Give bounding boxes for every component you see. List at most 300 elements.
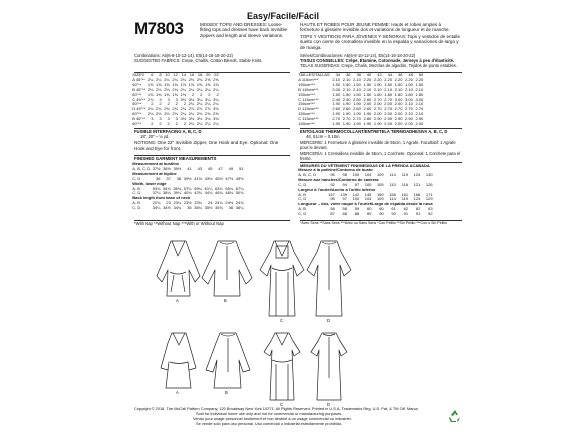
table-cell: D 115cm*** [298, 106, 319, 112]
measurements-title-fr-es: MESURES DU VÊTEMENT FINI/MEDIDAS DE LA PRENDA ACABADA [300, 163, 430, 168]
measure-value: 92 [428, 211, 433, 217]
table-cell: 2.10 [415, 111, 424, 117]
description-en: MISSES' TOPS AND DRESSES: Loose-fitting tops and dresses have back invisible zippers and length and sleeve variations. [200, 22, 288, 38]
table-cell: 1.50 [363, 91, 372, 97]
table-cell: 2.70 [415, 106, 424, 112]
table-cell: 1.60 [373, 91, 382, 97]
measure-value: 137 [328, 191, 335, 197]
nap-legend-en: *With Nap **Without Nap ***With or Without Nap [134, 221, 224, 226]
description-es: TOPS Y VESTIDOS PARA JÓVENES Y SEÑORAS: Tops y vestidos de entalle suelto con cierre de cremallera invisible en la espalda y variaciones de largo y de manga. [300, 34, 461, 50]
measure-value: 104 [364, 196, 372, 202]
measure-value: 39¼ [173, 190, 182, 196]
measure-value: 114 [389, 196, 396, 202]
table-cell: B 45"** [132, 116, 146, 122]
table-cell: 2.10 [363, 86, 372, 92]
table-cell: 2.70 [384, 96, 393, 102]
measure-value: 126 [425, 181, 433, 187]
table-cell: 2.10 [415, 86, 424, 92]
table-cell: 2⅜ [196, 76, 203, 82]
table-cell: 2.00 [373, 111, 382, 117]
measure-label: Measurement at hipline [132, 170, 177, 176]
table-cell: 1⅝ [188, 81, 195, 87]
measure-label: Longueur – dos, votre nuque à l'ourlet/Largo de espalda desde la nuca [298, 201, 433, 207]
measure-value: 124 [413, 196, 421, 202]
table-cell: 3⅛ [180, 116, 187, 122]
table-cell: 3 [167, 96, 170, 102]
measure-value: 39½ [183, 175, 192, 181]
table-cell: 2.70 [332, 116, 341, 122]
table-cell: 3⅛ [188, 116, 195, 122]
table-cell: 2⅜ [213, 111, 219, 117]
table-cell: 2¼ [213, 101, 219, 107]
measure-value: 62 [403, 206, 409, 212]
table-cell: 2.70 [353, 116, 361, 122]
table-cell: 2¼ [196, 121, 203, 127]
table-cell: 1⅝ [172, 81, 178, 87]
table-cell: 3⅛ [188, 96, 195, 102]
measure-value: 139 [340, 191, 347, 197]
table-cell: 2.10 [342, 76, 351, 82]
measure-value: 63 [428, 206, 433, 212]
table-cell: 2.70 [384, 106, 393, 112]
measure-label: Mesure à la poitrine/Contorno de busto [298, 167, 373, 172]
table-cell: 2.00 [394, 121, 403, 127]
measure-value: 57¼ [183, 185, 192, 191]
table-cell: 2.50 [353, 96, 361, 102]
table-cell: 3 [151, 116, 154, 122]
measure-value: 105 [376, 181, 384, 187]
table-cell: 2.00 [332, 86, 341, 92]
table-cell: A 115cm*** [298, 76, 319, 82]
series-text: Séries/Combinaciones: A5(6-8-10-12-14), E5(14-16-18-20-22) [300, 53, 416, 58]
table-cell: 2.10 [342, 86, 351, 92]
measure-value: 38¼ [163, 190, 171, 196]
table-cell: 2¼ [156, 76, 162, 82]
table-cell: 1⅝ [156, 81, 162, 87]
measure-value: 114 [389, 171, 396, 177]
table-cell: 1.90 [342, 111, 351, 117]
table-cell: 2.90 [405, 116, 413, 122]
table-cell: 1.90 [373, 121, 382, 127]
measure-value: 91 [403, 211, 409, 217]
table-cell: 2⅜ [213, 76, 219, 82]
table-cell: 3 [159, 116, 162, 122]
table-cell: 1⅝ [204, 81, 211, 87]
table-cell: 2¼ [196, 86, 203, 92]
table-cell: 150cm*** [298, 91, 315, 97]
view-b-back-bell [206, 333, 250, 388]
measure-value: 49 [228, 165, 234, 171]
table-cell: 1.90 [332, 111, 341, 117]
table-cell: 2.20 [405, 76, 413, 82]
measure-label: C, D [132, 205, 141, 211]
table-cell: 2.00 [384, 101, 393, 107]
measure-value: 119 [401, 196, 409, 202]
table-cell: 1.50 [353, 91, 361, 97]
table-cell: C 115cm*** [298, 116, 319, 122]
measure-value: 37¼ [152, 190, 161, 196]
view-d-back-shortsleeve [311, 333, 347, 400]
table-cell: 2¼ [204, 86, 211, 92]
table-cell: 2.20 [415, 76, 424, 82]
measurements-title-en: FINISHED GARMENT MEASUREMENTS [134, 156, 217, 161]
measure-value: 58 [342, 206, 347, 212]
table-cell: 2¼ [180, 76, 187, 82]
table-cell: 36 [346, 72, 351, 77]
table-cell: 2⅞ [196, 106, 203, 112]
measure-label: C, D [298, 196, 307, 202]
measure-value: 104 [364, 171, 372, 177]
measure-value: 47½ [225, 175, 234, 181]
measure-value: 65¼ [225, 185, 234, 191]
table-cell: 2.60 [353, 106, 361, 112]
table-cell: 2.60 [363, 96, 372, 102]
figure-label: B [224, 298, 227, 303]
measure-label: Back length from base of neck [132, 195, 191, 201]
measure-value: 89 [366, 211, 372, 217]
measure-label: A, B [298, 206, 306, 212]
table-cell: 8 [159, 72, 162, 77]
table-cell: 2¼ [188, 111, 195, 117]
table-cell: 2.90 [415, 116, 424, 122]
figure-label: A [176, 390, 179, 395]
measure-value: 100 [352, 171, 360, 177]
measure-value: 130 [425, 171, 433, 177]
table-cell: 1⅝ [164, 91, 170, 97]
table-cell: 3¼ [204, 96, 211, 102]
table-cell: 1⅝ [213, 81, 219, 87]
measure-label: A, B, C, D [132, 165, 151, 171]
measure-value: 100 [352, 196, 360, 202]
table-cell: 2.20 [384, 76, 393, 82]
measure-value: 53¾ [152, 185, 161, 191]
table-cell: 2¼ [147, 76, 154, 82]
measure-value: 109 [376, 171, 384, 177]
table-cell: 2 [191, 91, 195, 97]
view-b-back-top [202, 241, 252, 296]
table-cell: 2.10 [405, 86, 413, 92]
measure-value: 110 [389, 181, 396, 187]
table-cell: 2 [208, 91, 211, 97]
table-cell: 2.60 [363, 106, 372, 112]
table-cell: 2 [216, 91, 219, 97]
table-cell: 2⅞ [204, 106, 211, 112]
table-cell: 1⅝ [180, 81, 187, 87]
measure-value: 95 [330, 171, 335, 177]
table-cell: 2.70 [405, 106, 413, 112]
table-cell: 3.00 [415, 96, 424, 102]
table-cell: 1.90 [363, 111, 372, 117]
measure-value: 161 [401, 191, 409, 197]
table-cell: 2¾ [172, 106, 178, 112]
measure-value: 42¾ [194, 190, 203, 196]
table-cell: 1.50 [415, 81, 424, 87]
table-cell: 2.70 [342, 116, 351, 122]
table-cell: 2 [183, 121, 187, 127]
measure-value: 50¾ [235, 190, 244, 196]
table-cell: 2¼ [172, 76, 178, 82]
measure-value: 38½ [163, 165, 171, 171]
measure-value: 24 [207, 200, 213, 206]
table-cell: 2.60 [332, 106, 341, 112]
table-cell: 2.10 [332, 76, 341, 82]
table-cell: 3⅛ [204, 116, 211, 122]
table-cell: 2.10 [415, 101, 424, 107]
table-cell: 2¼ [188, 101, 195, 107]
table-cell: 2⅛ [147, 86, 154, 92]
table-cell: 22 [214, 72, 219, 77]
measure-value: 62 [415, 206, 421, 212]
measure-value: 35½ [204, 205, 213, 211]
table-cell: 2.20 [363, 76, 372, 82]
measure-value: 119 [401, 171, 409, 177]
measure-value: 22¾ [152, 200, 161, 206]
table-cell: 3 [159, 96, 162, 102]
table-cell: 3¼ [213, 96, 219, 102]
measure-value: 34½ [163, 205, 171, 211]
measure-value: 43½ [204, 175, 213, 181]
table-cell: 2 [159, 121, 162, 127]
table-cell: 14 [181, 72, 187, 77]
description-fr: HAUTS ET ROBES POUR JEUNE FEMME: Hauts et robes amples à fermeture à glissière invisible dos et variations de longueur et de manche. [300, 22, 450, 33]
table-cell: 2.70 [373, 106, 382, 112]
figure-label: C [280, 318, 284, 323]
table-cell: 1.80 [394, 91, 403, 97]
table-cell: 60"** [132, 101, 142, 107]
measure-value: 23¾ [194, 200, 203, 206]
table-cell: 40 [366, 72, 372, 77]
measure-value: 129 [425, 196, 433, 202]
table-cell: 150cm*** [298, 111, 315, 117]
measure-value: 55¾ [173, 185, 182, 191]
measure-value: 47 [218, 165, 223, 171]
table-cell: 10 [165, 72, 170, 77]
interfacing-amount: 18", 20" – ⅛ yd. [140, 134, 170, 139]
table-cell: 2¼ [204, 121, 211, 127]
table-cell: 2⅛ [172, 111, 178, 117]
table-cell: 2¼ [188, 86, 195, 92]
table-cell: 2¾ [164, 106, 170, 112]
measure-value: 46¾ [215, 190, 223, 196]
measure-value: 100 [364, 181, 372, 187]
telas-text: TELAS SUGERIDAS: Crepe, Chalis, Mezclas de algodón, Tejidos de punto estables. [300, 63, 458, 68]
table-cell: 2.10 [405, 111, 413, 117]
measure-value: 48¾ [225, 190, 234, 196]
measure-label: Largeur à l'ourlet/Ancho a l'orillo inferior [298, 186, 376, 192]
measure-value: 88 [342, 211, 347, 217]
measure-value: 60 [366, 206, 372, 212]
measure-value: 45½ [215, 175, 223, 181]
table-cell: 60"** [132, 121, 142, 127]
table-cell: 2¼ [180, 111, 187, 117]
measure-value: 60 [379, 206, 384, 212]
measure-value: 23¼ [173, 200, 182, 206]
table-cell: 6 [151, 72, 154, 77]
table-cell: 3⅛ [180, 96, 187, 102]
table-cell: 1.50 [363, 81, 372, 87]
measure-value: 36 [156, 175, 161, 181]
table-cell: 2.90 [394, 116, 403, 122]
measure-value: 24¾ [235, 200, 244, 206]
table-cell: 1⅝ [147, 81, 154, 87]
measure-label: C, D [298, 211, 307, 217]
table-cell: 1⅝ [147, 91, 154, 97]
table-cell: 2 [175, 121, 178, 127]
table-cell: 2⅜ [196, 111, 203, 117]
table-cell: 2 [183, 101, 187, 107]
table-cell: 1.90 [332, 121, 341, 127]
table-cell: 18 [197, 72, 203, 77]
table-cell: 1.50 [373, 81, 382, 87]
usage-note-fr: Vendu pour usage personnel seulement et non destiné à un usage commercial ou industriel. [193, 416, 352, 421]
measure-label: Width, lower edge [132, 180, 167, 186]
measure-label: A, B [298, 191, 306, 197]
table-cell: 60"** [132, 81, 142, 87]
table-cell: 2 [159, 101, 162, 107]
measure-label: C, D [132, 190, 141, 196]
table-cell: 2⅜ [188, 76, 195, 82]
table-cell: 3¼ [196, 96, 203, 102]
table-cell: 2 [175, 101, 178, 107]
table-cell: 44 [387, 72, 393, 77]
table-cell: 2.10 [373, 86, 382, 92]
table-cell: 34 [335, 72, 341, 77]
measure-value: 61 [391, 206, 396, 212]
measure-value: 35¾ [215, 205, 223, 211]
measure-value: 91 [415, 211, 421, 217]
table-cell: 2⅛ [156, 111, 162, 117]
table-cell: 1.90 [353, 121, 361, 127]
table-cell: 2.00 [405, 121, 413, 127]
usage-note-en: Sold for individual home use only and not for commercial or manufacturing purposes. [196, 411, 343, 416]
table-cell: B 45"** [132, 86, 146, 92]
table-cell: 2⅜ [204, 76, 211, 82]
measure-label: Mesure aux hanches/Contorno de caderas [298, 176, 379, 182]
difficulty-label: Easy/Facile/Fácil [247, 11, 320, 21]
figure-label: C [280, 402, 284, 407]
table-cell: 46 [398, 72, 403, 77]
table-cell: 1.90 [342, 101, 351, 107]
table-cell: 1.80 [415, 91, 424, 97]
measure-value: 171 [425, 191, 433, 197]
measure-value: 35¼ [194, 205, 203, 211]
measure-value: 150 [376, 191, 384, 197]
table-cell: 2 [151, 101, 154, 107]
table-cell: 2⅛ [164, 86, 170, 92]
notions-text: NOTIONS: One 22" Invisible Zipper, One Hook and Eye. Optional: One Hook and Eye for front. [134, 140, 279, 151]
table-cell: 1⅝ [172, 91, 178, 97]
table-cell: 2.90 [373, 116, 382, 122]
usage-note-es: Se vende sólo para uso personal. Uso comercial o industrial estrictamente prohibido. [196, 421, 343, 426]
table-cell: 1.90 [363, 121, 372, 127]
view-c-front-dress [260, 241, 304, 316]
table-cell: 2.00 [394, 111, 403, 117]
measure-value: 58 [330, 206, 335, 212]
measure-value: 36 [228, 205, 234, 211]
table-cell: 1.50 [332, 81, 341, 87]
table-cell: D 45"** [132, 106, 146, 112]
measure-value: 156 [389, 191, 396, 197]
measure-value: 166 [413, 191, 421, 197]
measure-value: 24½ [225, 200, 234, 206]
measure-value: 124 [413, 171, 421, 177]
mercerie-text: MERCERIE: 1 Fermeture à glissière invisible de 55cm, 1 Agrafe. Facultatif: 1 Agrafe pour le devant. [300, 140, 456, 151]
table-cell: 2.80 [363, 116, 372, 122]
measure-value: 44¾ [204, 190, 213, 196]
recycle-icon [447, 409, 463, 423]
table-cell: 2 [151, 121, 154, 127]
measure-label: A, B [132, 185, 140, 191]
table-cell: 2⅛ [147, 111, 154, 117]
table-cell: 2.00 [373, 101, 382, 107]
table-cell: 2¼ [213, 121, 219, 127]
table-cell: 3 [175, 116, 178, 122]
measure-value: 59¼ [194, 185, 203, 191]
fabrics-text: SUGGESTED FABRICS: Crepe, Challis, Cotton Blends, Stable Knits. [134, 58, 263, 63]
table-cell: 3⅛ [196, 116, 203, 122]
table-cell: 2 [167, 101, 170, 107]
table-cell: 12 [173, 72, 178, 77]
figure-label: D [327, 402, 331, 407]
table-cell: 2.60 [342, 106, 351, 112]
copyright-line: Copyright © 2018, The McCall Pattern Company, 120 Broadway New York 10271. All Rights Reserved. Printed in U.S.A. Trademarks Reg. U.S. Pat. & TM Off. Marca [134, 406, 418, 411]
table-cell: SIZES [132, 72, 144, 77]
measure-value: 88 [354, 211, 360, 217]
table-cell: 3⅛ [213, 106, 219, 112]
measure-label: A, B, C, D [298, 171, 317, 177]
table-cell: 1⅝ [180, 91, 187, 97]
table-cell: 2.00 [384, 111, 393, 117]
table-cell: 2¾ [147, 106, 154, 112]
table-cell: 2.10 [353, 76, 361, 82]
table-cell: 3 [175, 96, 178, 102]
table-cell: 1.50 [405, 81, 413, 87]
table-cell: 1⅝ [164, 81, 170, 87]
measure-value: 94 [342, 181, 347, 187]
table-cell: 2¼ [164, 76, 170, 82]
table-cell: 1.80 [405, 91, 413, 97]
measure-label: Measurement at bustline [132, 161, 180, 166]
measure-value: 97 [354, 181, 360, 187]
measure-value: 109 [376, 196, 384, 202]
table-cell: 150cm*** [298, 81, 315, 87]
table-cell: 60"** [132, 91, 142, 97]
measure-value: 67¼ [235, 185, 244, 191]
measure-value: 24¼ [215, 200, 223, 206]
table-cell: 2.90 [384, 116, 393, 122]
measure-value: 116 [401, 181, 409, 187]
table-cell: 2.10 [394, 86, 403, 92]
table-cell: 1.90 [353, 101, 361, 107]
measure-value: 23½ [183, 200, 192, 206]
table-cell: 1⅝ [156, 91, 162, 97]
view-a-front-top [157, 241, 200, 296]
table-cell: 1.50 [342, 81, 351, 87]
table-cell: 3.00 [394, 96, 403, 102]
measure-value: 90 [379, 211, 384, 217]
table-cell: 2.70 [394, 106, 403, 112]
measure-value: 61¼ [204, 185, 213, 191]
table-cell: 2.00 [363, 101, 372, 107]
table-cell: 16 [189, 72, 195, 77]
measure-value: 87 [330, 211, 335, 217]
table-cell: 2.40 [332, 96, 341, 102]
table-cell: 1.90 [332, 101, 341, 107]
table-cell: 2.40 [342, 96, 351, 102]
table-cell: 2⅛ [164, 111, 170, 117]
table-cell: 3⅛ [213, 116, 219, 122]
measure-value: 90 [391, 211, 396, 217]
